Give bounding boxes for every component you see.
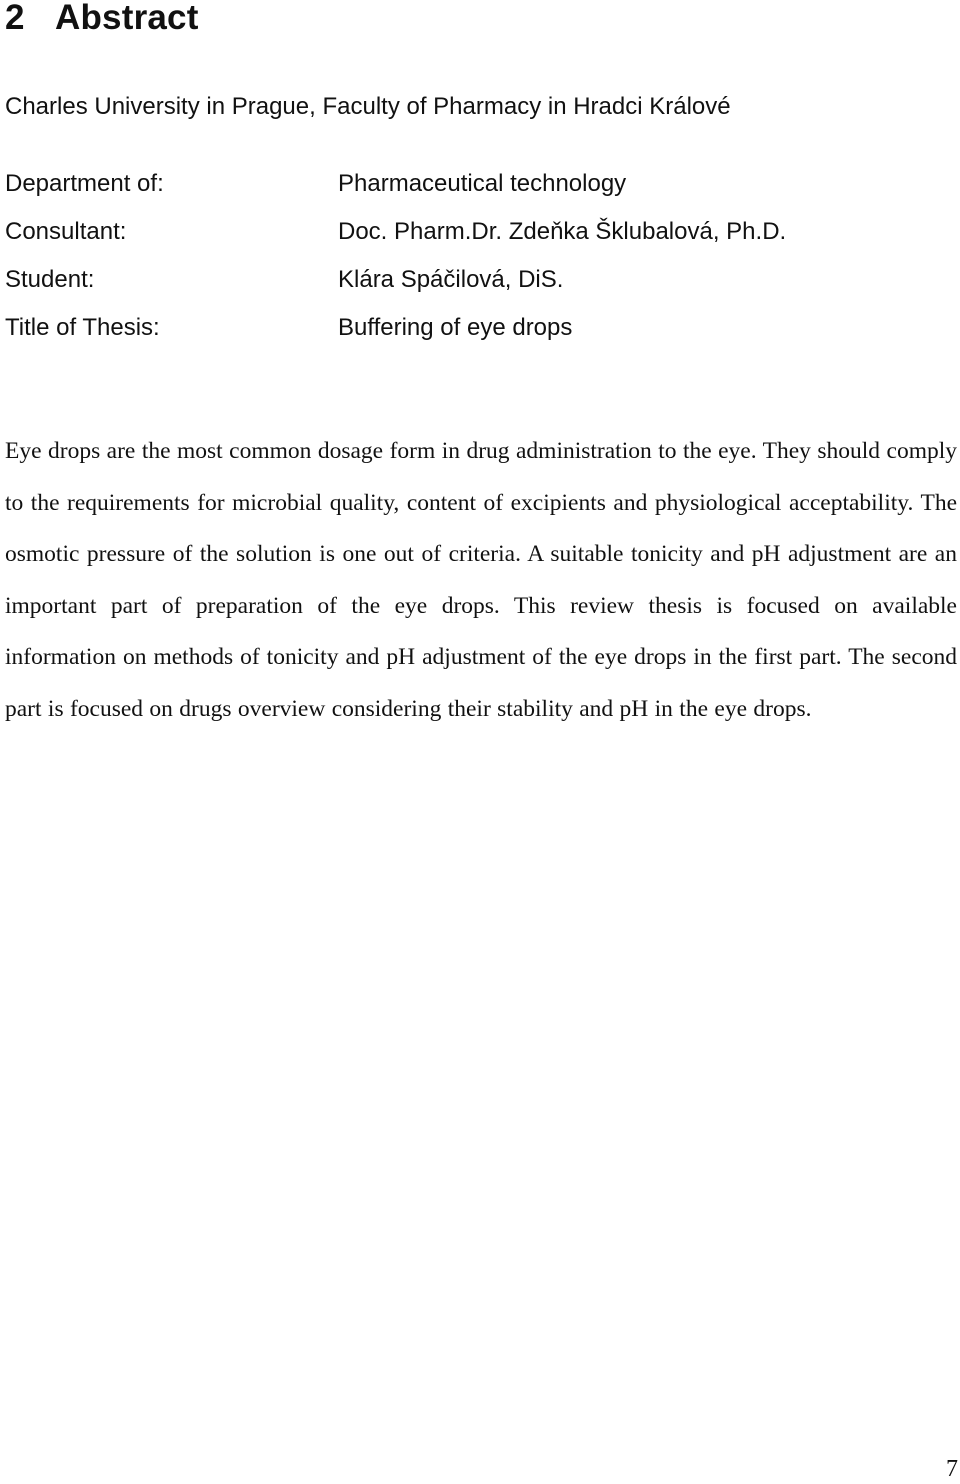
page-number: 7 <box>946 1456 958 1482</box>
thesis-title-label: Title of Thesis: <box>5 314 160 341</box>
section-number: 2 <box>5 0 25 37</box>
thesis-title-value: Buffering of eye drops <box>338 314 573 341</box>
department-value: Pharmaceutical technology <box>338 170 627 197</box>
department-label: Department of: <box>5 170 164 197</box>
student-label: Student: <box>5 266 95 293</box>
section-title: Abstract <box>55 0 199 37</box>
consultant-value: Doc. Pharm.Dr. Zdeňka Šklubalová, Ph.D. <box>338 218 787 245</box>
section-heading <box>5 0 199 40</box>
student-value: Klára Spáčilová, DiS. <box>338 266 564 293</box>
university-line: Charles University in Prague, Faculty of Pharmacy in Hradci Králové <box>5 93 731 120</box>
consultant-label: Consultant: <box>5 218 127 245</box>
abstract-paragraph: Eye drops are the most common dosage form in drug administration to the eye. They should comply to the requirements for microbial quality, content of excipients and physiological acceptability. The osmotic pressure of the solution is one out of criteria. A suitable tonicity and pH adjustment are an important part of preparation of the eye drops. This review thesis is focused on available information on methods of tonicity and pH adjustment of the eye drops in the first part. The second part is focused on drugs overview considering their stability and pH in the eye drops. <box>5 438 957 722</box>
